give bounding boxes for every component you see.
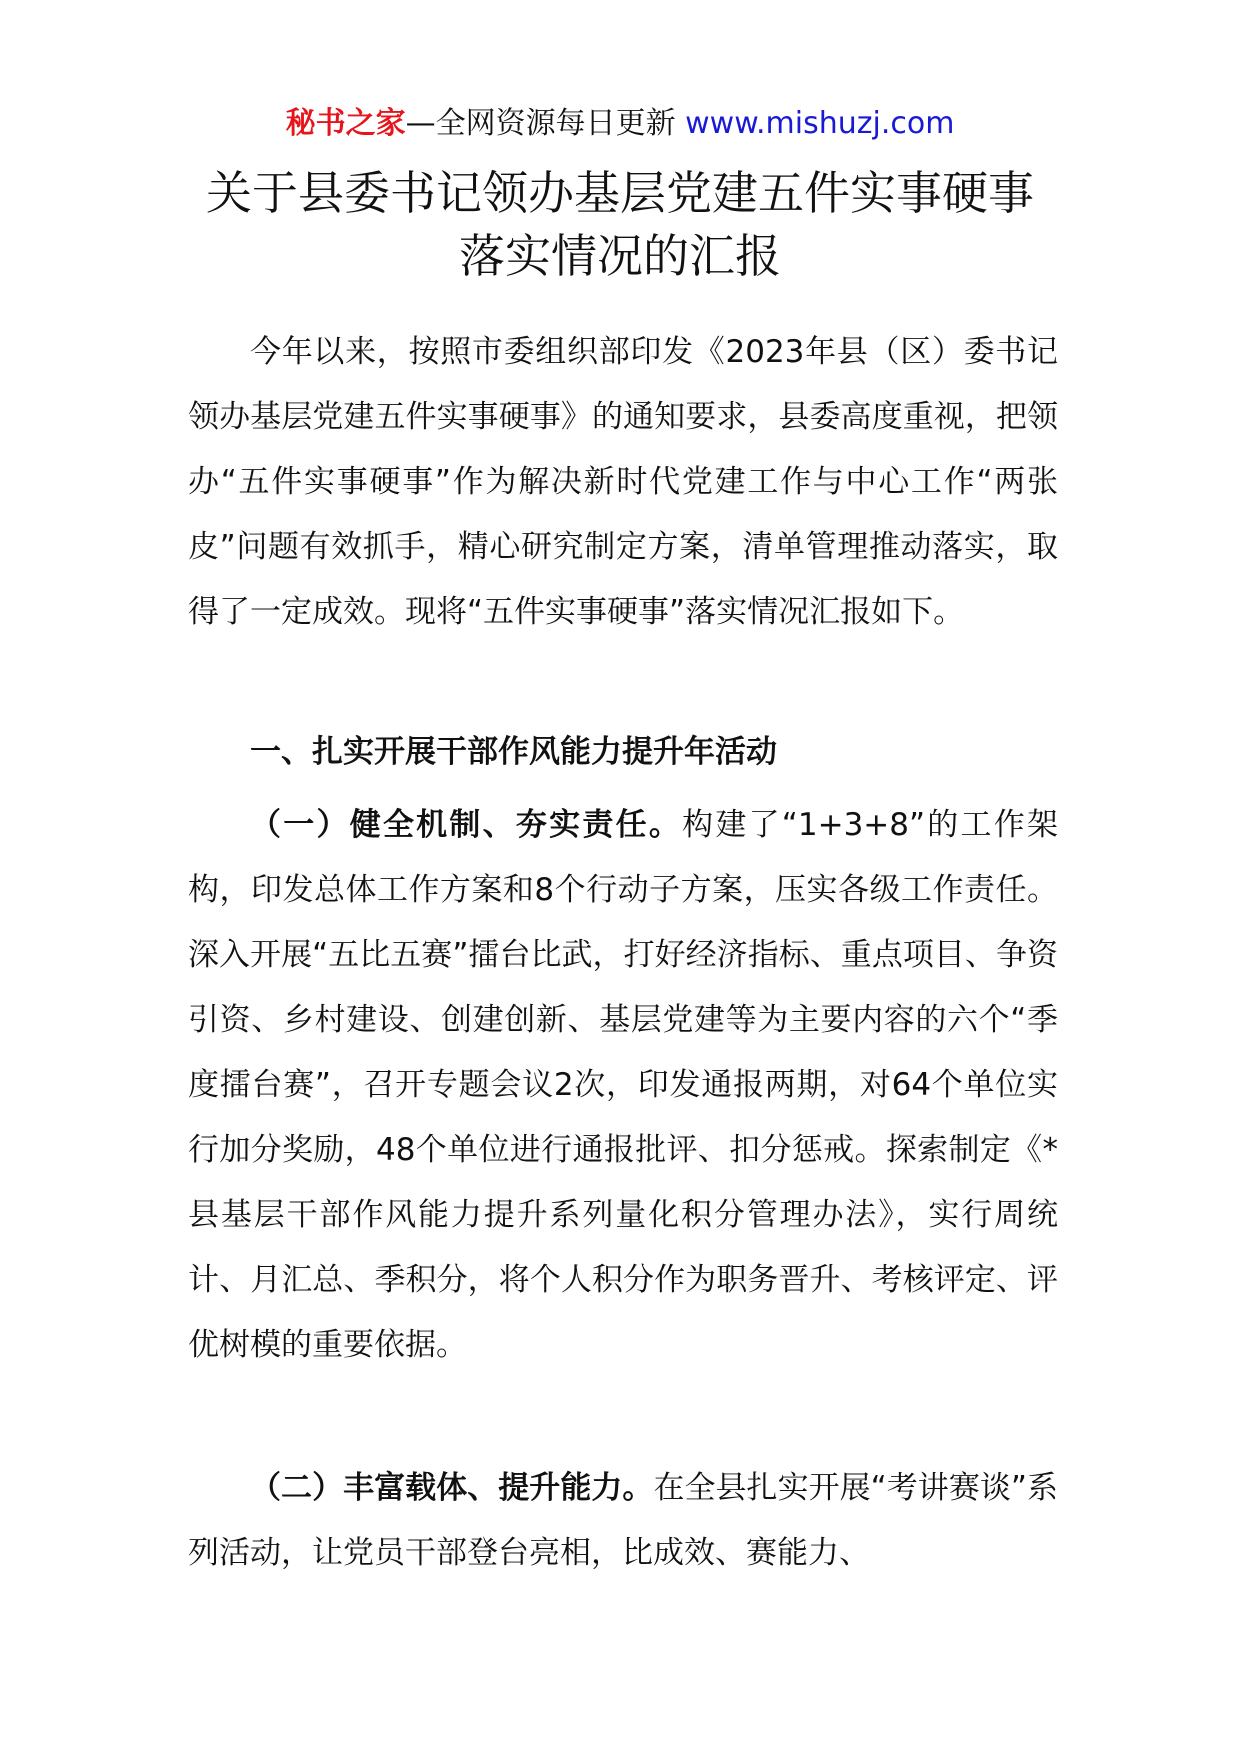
document-title-line-1: 关于县委书记领办基层党建五件实事硬事 <box>206 166 1034 220</box>
section-item-paragraph <box>188 793 1058 1378</box>
section-item-lead: （二）丰富载体、提升能力。 <box>250 1470 654 1506</box>
section-item-body: 在全县扎实开展“考讲赛谈”系列活动，让党员干部登台亮相，比成效、赛能力、 <box>188 1470 1058 1571</box>
watermark-brand: 秘书之家 <box>285 106 406 141</box>
document-title-line-2: 落实情况的汇报 <box>459 229 781 283</box>
section-item-body: 构建了“1+3+8”的工作架构，印发总体工作方案和8个行动子方案，压实各级工作责任。深入开展“五比五赛”擂台比武，打好经济指标、重点项目、争资引资、乡村建设、创建创新、基层党建等为主要内容的六个“季度擂台赛”，召开专题会议2次，印发通报两期，对64个单位实行加分奖励，48个单位进行通报批评、扣分惩戒。探索制定《*县基层干部作风能力提升系列量化积分管理办法》，实行周统计、月汇总、季积分，将个人积分作为职务晋升、考核评定、评优树模的重要依据。 <box>188 807 1058 1363</box>
section-heading: 一、扎实开展干部作风能力提升年活动 <box>250 734 777 770</box>
section-item-paragraph <box>188 1456 1058 1586</box>
intro-paragraph: 今年以来，按照市委组织部印发《2023年县（区）委书记领办基层党建五件实事硬事》的通知要求，县委高度重视，把领办“五件实事硬事”作为解决新时代党建工作与中心工作“两张皮”问题有效抓手，精心研究制定方案，清单管理推动落实，取得了一定成效。现将“五件实事硬事”落实情况汇报如下。 <box>188 334 1058 630</box>
watermark-url[interactable]: www.mishuzj.com <box>685 106 955 141</box>
section-item-lead: （一）健全机制、夯实责任。 <box>250 807 683 843</box>
watermark-text: —全网资源每日更新 <box>405 106 686 141</box>
watermark-banner <box>0 104 1240 144</box>
